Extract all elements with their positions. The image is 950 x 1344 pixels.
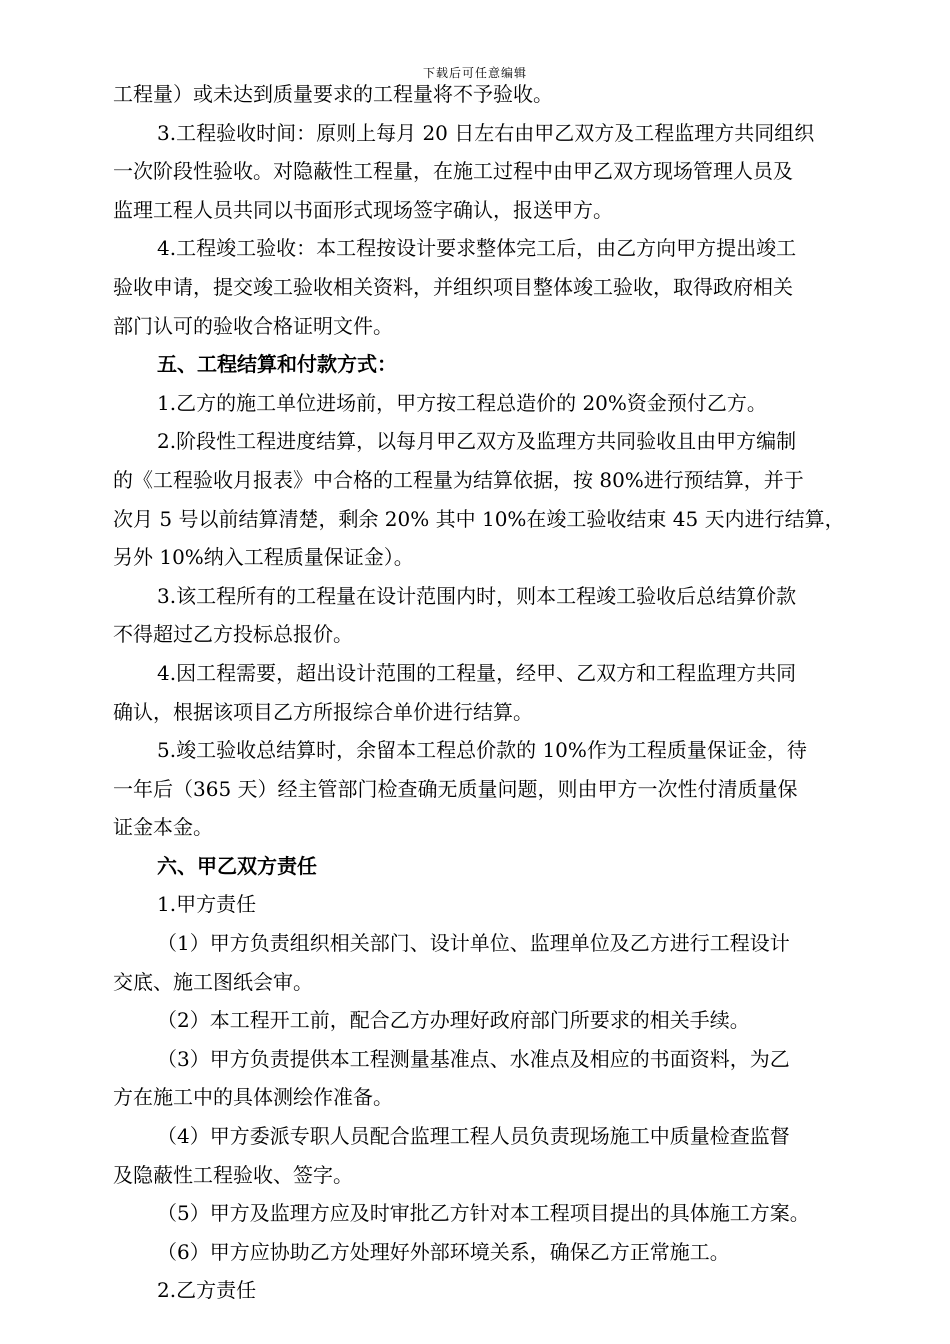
text-line: 1.甲方责任 <box>157 892 257 917</box>
text-line: （4）甲方委派专职人员配合监理工程人员负责现场施工中质量检查监督 <box>157 1124 790 1149</box>
text-line: 4.因工程需要，超出设计范围的工程量，经甲、乙双方和工程监理方共同 <box>157 660 797 685</box>
text-line: 另外 10%纳入工程质量保证金）。 <box>113 545 414 570</box>
text-line: 监理工程人员共同以书面形式现场签字确认，报送甲方。 <box>113 197 613 222</box>
text-line: 不得超过乙方投标总报价。 <box>113 622 353 647</box>
text-line: 验收申请，提交竣工验收相关资料，并组织项目整体竣工验收，取得政府相关 <box>113 274 793 299</box>
text-line: 部门认可的验收合格证明文件。 <box>113 313 393 338</box>
text-line: （2）本工程开工前，配合乙方办理好政府部门所要求的相关手续。 <box>157 1008 750 1033</box>
text-line: 一次阶段性验收。对隐蔽性工程量，在施工过程中由甲乙双方现场管理人员及 <box>113 159 793 184</box>
text-line: （3）甲方负责提供本工程测量基准点、水准点及相应的书面资料，为乙 <box>157 1046 790 1071</box>
document-body <box>113 75 883 1310</box>
text-line: 3.该工程所有的工程量在设计范围内时，则本工程竣工验收后总结算价款 <box>157 583 797 608</box>
section-heading: 五、工程结算和付款方式： <box>157 352 397 377</box>
text-line: 5.竣工验收总结算时，余留本工程总价款的 10%作为工程质量保证金，待 <box>157 738 807 763</box>
text-line: 一年后（365 天）经主管部门检查确无质量问题，则由甲方一次性付清质量保 <box>113 776 798 801</box>
text-line: 2.阶段性工程进度结算，以每月甲乙双方及监理方共同验收且由甲方编制 <box>157 429 797 454</box>
text-line: （5）甲方及监理方应及时审批乙方针对本工程项目提出的具体施工方案。 <box>157 1201 810 1226</box>
download-note: 下载后可任意编辑 <box>422 66 527 80</box>
text-line: 2.乙方责任 <box>157 1278 257 1303</box>
text-line: 方在施工中的具体测绘作准备。 <box>113 1085 393 1110</box>
text-line: 证金本金。 <box>113 815 213 840</box>
text-line: （1）甲方负责组织相关部门、设计单位、监理单位及乙方进行工程设计 <box>157 931 790 956</box>
text-line: 及隐蔽性工程验收、签字。 <box>113 1162 353 1187</box>
text-line: 交底、施工图纸会审。 <box>113 969 313 994</box>
text-line: 工程量）或未达到质量要求的工程量将不予验收。 <box>113 82 553 106</box>
text-line: 4.工程竣工验收：本工程按设计要求整体完工后，由乙方向甲方提出竣工 <box>157 236 797 261</box>
text-line: （6）甲方应协助乙方处理好外部环境关系，确保乙方正常施工。 <box>157 1239 730 1264</box>
text-line: 确认，根据该项目乙方所报综合单价进行结算。 <box>113 699 533 724</box>
section-heading: 六、甲乙双方责任 <box>157 853 317 878</box>
text-line: 次月 5 号以前结算清楚，剩余 20% 其中 10%在竣工验收结束 45 天内进行结算， <box>113 506 845 531</box>
text-line: 3.工程验收时间：原则上每月 20 日左右由甲乙双方及工程监理方共同组织 <box>157 120 815 145</box>
text-line: 1.乙方的施工单位进场前，甲方按工程总造价的 20%资金预付乙方。 <box>157 390 767 415</box>
text-line: 的《工程验收月报表》中合格的工程量为结算依据，按 80%进行预结算，并于 <box>113 467 804 492</box>
